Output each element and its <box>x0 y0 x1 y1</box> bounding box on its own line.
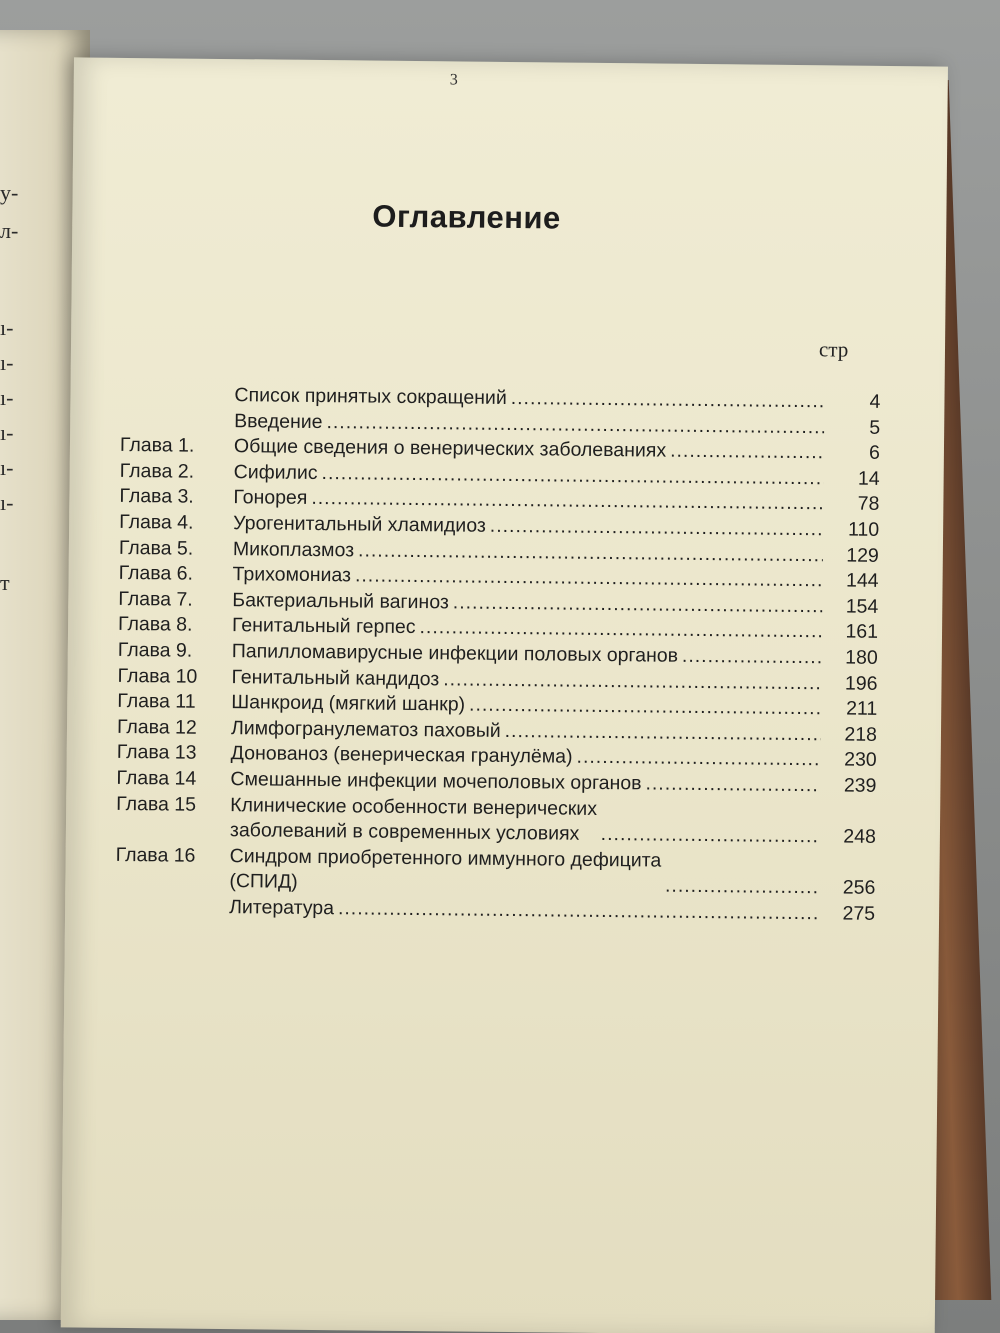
toc-page: 5 <box>869 416 881 439</box>
toc-leader <box>665 874 820 901</box>
toc-chapter: Глава 13 <box>116 741 197 765</box>
toc-title: Сифилис <box>233 460 318 484</box>
toc-leader <box>338 896 819 927</box>
toc-title-line: Синдром приобретенного иммунного дефицита <box>229 844 662 872</box>
toc-page: 256 <box>842 876 876 900</box>
toc-page: 196 <box>844 672 878 695</box>
toc-chapter: Глава 12 <box>116 715 197 739</box>
toc-page: 248 <box>843 825 877 848</box>
toc-title: Урогенитальный хламидиоз <box>233 512 486 537</box>
left-page-fragment: т <box>0 570 10 595</box>
toc-chapter: Глава 7. <box>118 587 193 611</box>
toc-title: Литература <box>229 895 335 920</box>
toc-page: 161 <box>845 620 879 644</box>
toc-chapter: Глава 16 <box>115 843 196 867</box>
toc-leader <box>601 822 820 850</box>
toc-chapter: Глава 1. <box>119 434 195 457</box>
left-page-fragment: ı- <box>0 490 14 515</box>
page-number: 3 <box>449 71 458 89</box>
toc-title-line: Клинические особенности венерических <box>230 793 598 820</box>
toc-page: 4 <box>869 390 881 413</box>
toc-page: 275 <box>842 902 876 925</box>
toc-chapter: Глава 10 <box>117 664 198 688</box>
toc-chapter: Глава 3. <box>119 485 194 509</box>
left-page-fragment: ı- <box>0 385 14 410</box>
toc-chapter: Глава 5. <box>118 536 194 560</box>
toc-page: 154 <box>845 595 879 618</box>
toc-page: 218 <box>844 723 878 746</box>
toc-title: Введение <box>234 409 323 433</box>
toc-title: Донованоз (венерическая гранулёма) <box>230 742 573 768</box>
toc-leader <box>576 745 820 773</box>
toc-title: Список принятых сокращений <box>234 384 507 409</box>
toc-leader <box>490 514 824 543</box>
toc-leader <box>505 719 822 748</box>
toc-title: Микоплазмоз <box>232 537 355 561</box>
toc-chapter: Глава 6. <box>118 562 194 585</box>
left-page-fragment: у- <box>0 180 19 205</box>
toc-title: Трихомониаз <box>232 563 352 587</box>
left-page-fragment: ı- <box>0 455 14 480</box>
toc-chapter: Глава 8. <box>117 613 193 637</box>
page-title: Оглавление <box>372 198 561 236</box>
toc-page: 14 <box>857 467 880 490</box>
toc-page: 239 <box>843 774 877 797</box>
toc-page: 6 <box>868 441 881 465</box>
toc-page: 110 <box>847 518 880 541</box>
left-page-fragment: л- <box>0 218 19 243</box>
toc-chapter: Глава 14 <box>116 766 197 790</box>
toc-page: 78 <box>857 493 880 516</box>
toc-leader <box>682 644 822 671</box>
table-of-contents <box>115 382 881 927</box>
toc-chapter: Глава 11 <box>117 690 196 713</box>
toc-leader <box>469 693 821 722</box>
toc-title: Генитальный кандидоз <box>231 665 440 690</box>
toc-chapter: Глава 2. <box>119 459 195 483</box>
toc-page: 211 <box>846 697 878 720</box>
book-page <box>61 57 948 1333</box>
toc-title: Генитальный герпес <box>231 614 416 639</box>
toc-row <box>116 791 876 850</box>
toc-title: Папилломавирусные инфекции половых органов <box>231 640 679 667</box>
toc-leader <box>453 590 823 619</box>
toc-title: Лимфогранулематоз паховый <box>230 716 501 742</box>
left-page-fragment: ı- <box>0 350 14 375</box>
toc-chapter: Глава 15 <box>116 792 197 816</box>
toc-page: 230 <box>844 748 877 772</box>
toc-title-line: (СПИД) <box>229 870 298 894</box>
left-page-fragment: ı- <box>0 315 14 340</box>
toc-title: Шанкроид (мягкий шанкр) <box>231 691 466 716</box>
toc-leader <box>645 771 820 798</box>
toc-chapter <box>115 919 229 920</box>
toc-chapter: Глава 9. <box>117 638 193 662</box>
page-column-header: стр <box>818 337 849 362</box>
toc-leader <box>670 439 824 466</box>
toc-title: Общие сведения о венерических заболеваниях <box>233 435 667 462</box>
left-page-fragment: ı- <box>0 420 14 445</box>
toc-chapter: Глава 4. <box>119 510 194 534</box>
toc-title: Смешанные инфекции мочеполовых органов <box>230 768 642 795</box>
toc-title: Бактериальный вагиноз <box>232 588 449 614</box>
toc-title: Гонорея <box>233 486 308 510</box>
toc-page: 129 <box>846 544 879 567</box>
toc-title-line: заболеваний в современных условиях <box>229 819 580 845</box>
toc-leader <box>511 386 825 415</box>
toc-page: 180 <box>845 646 878 669</box>
toc-row <box>115 843 875 902</box>
toc-leader <box>443 667 821 697</box>
toc-page: 144 <box>845 569 879 593</box>
